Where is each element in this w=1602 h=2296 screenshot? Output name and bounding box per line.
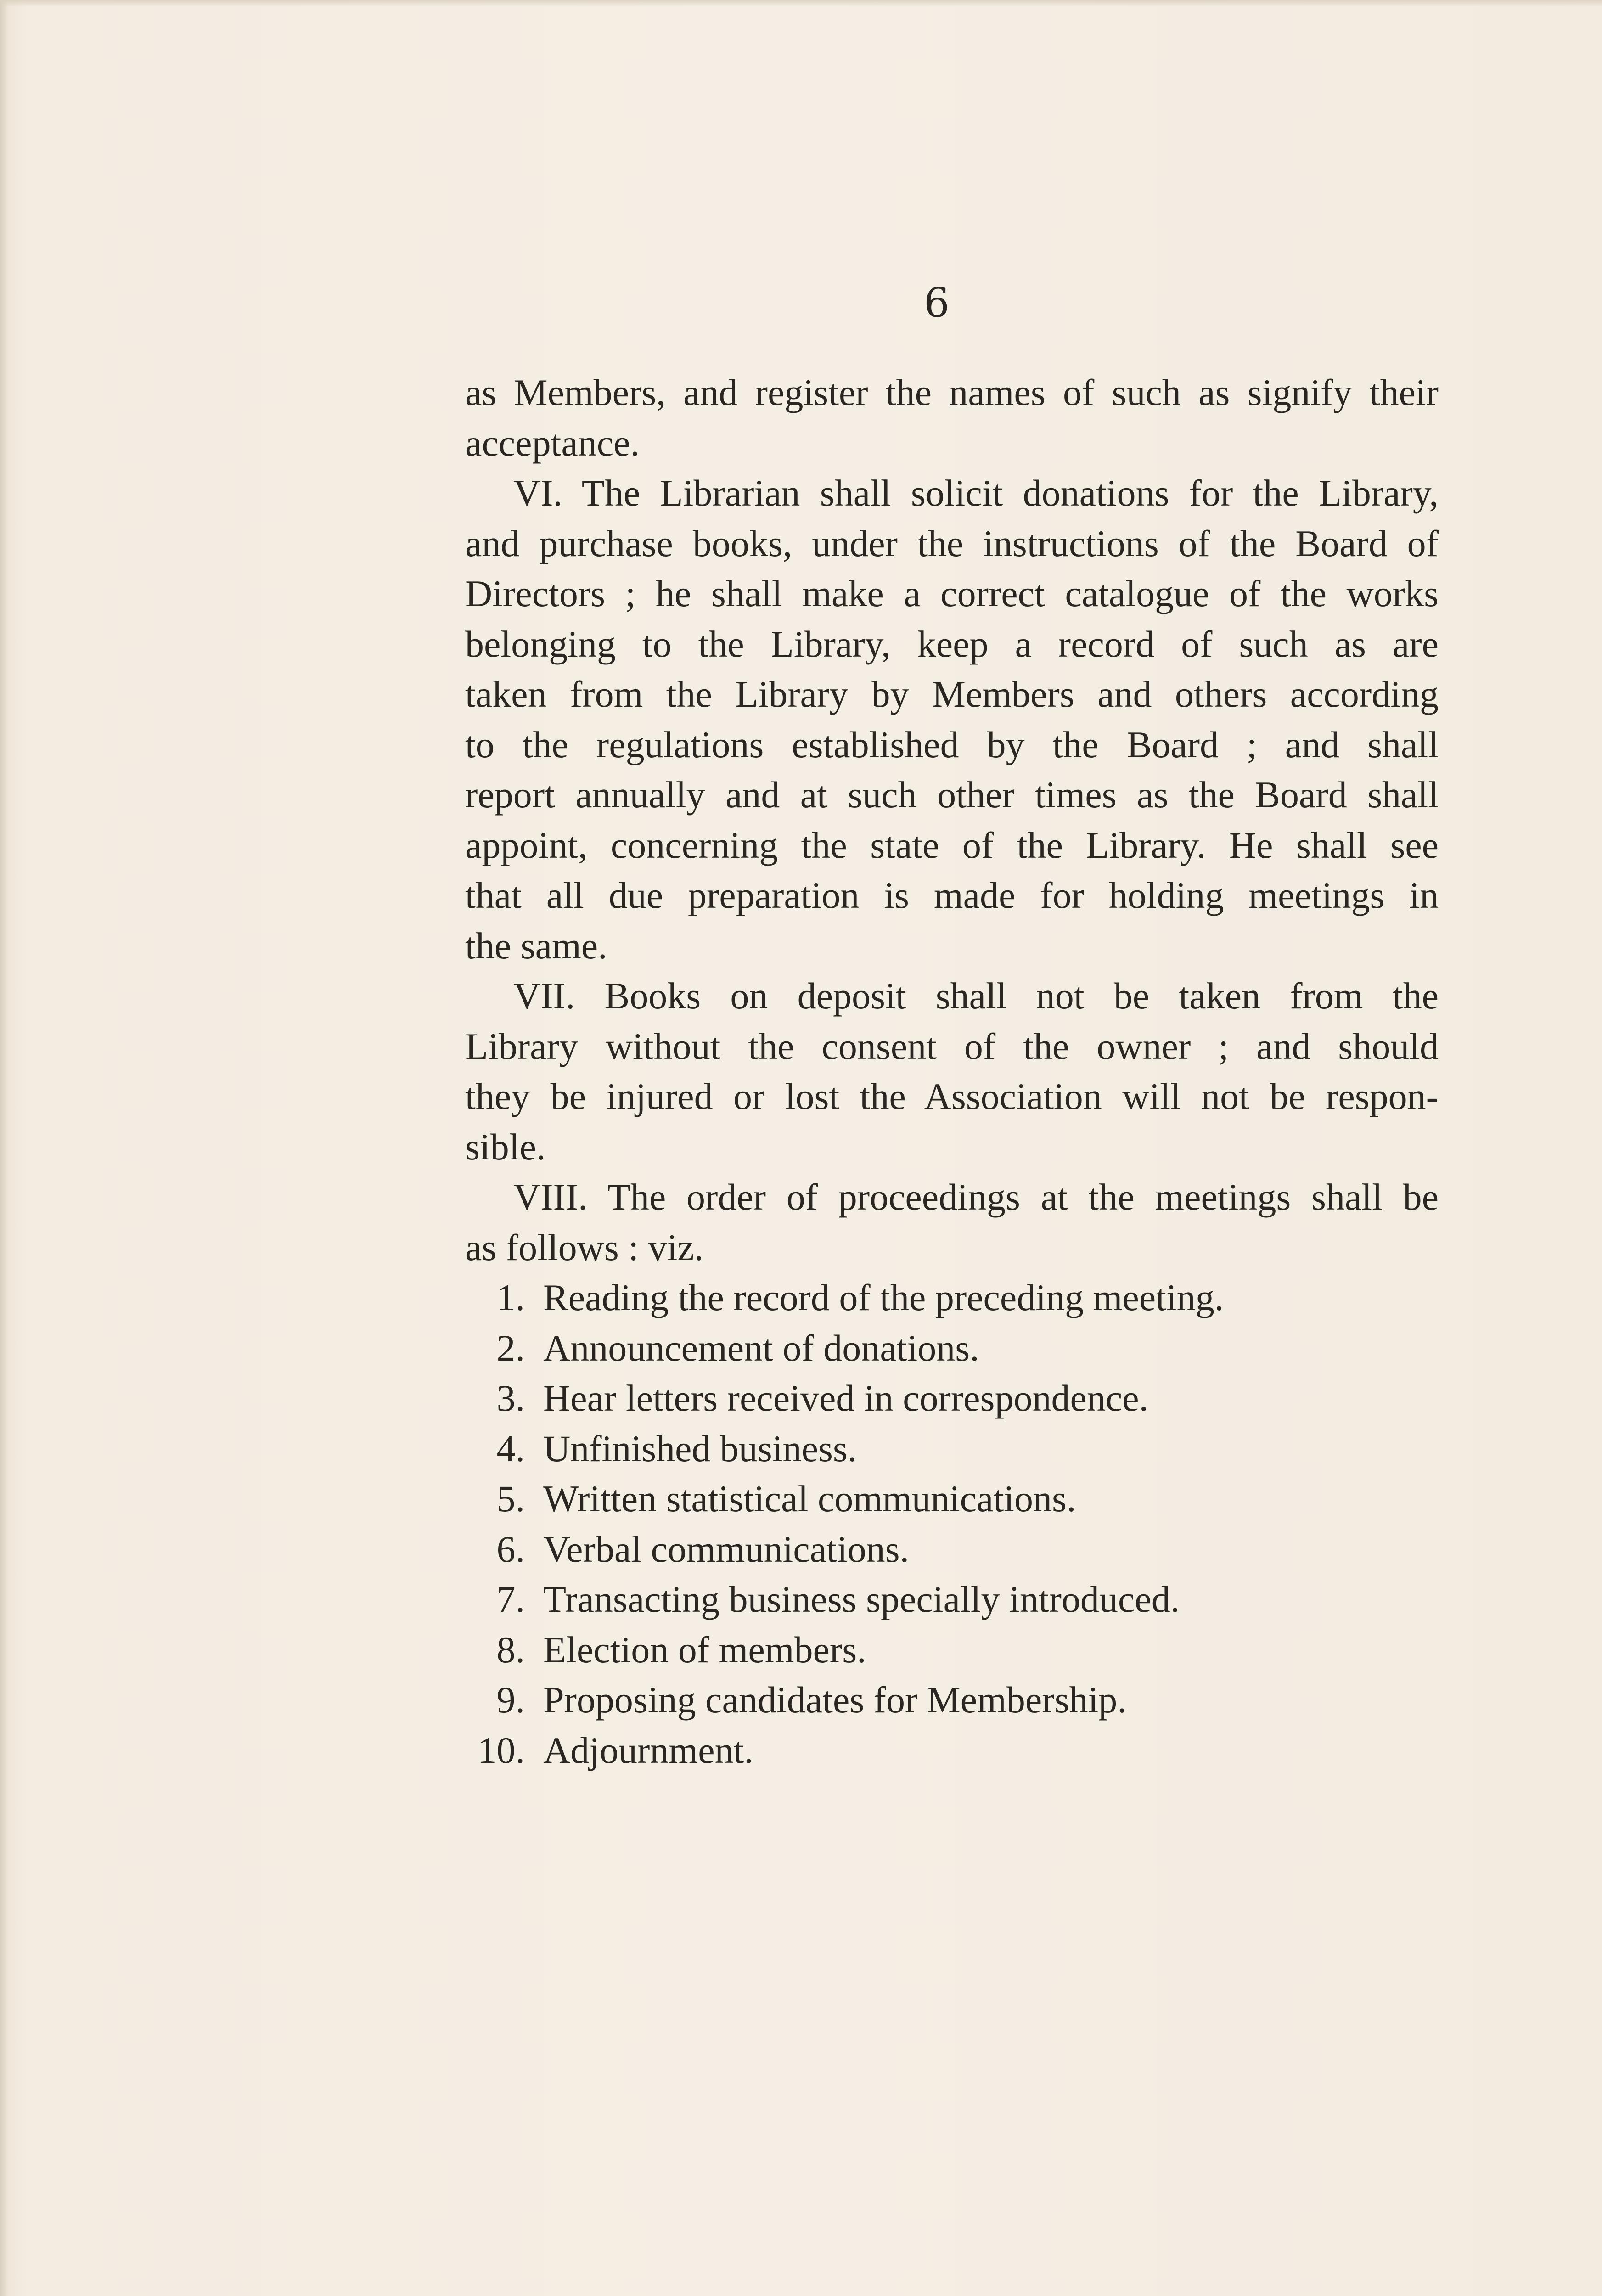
paragraph-continuation bbox=[465, 367, 1439, 468]
list-item bbox=[465, 1574, 1439, 1625]
list-item bbox=[465, 1323, 1439, 1373]
list-item-number: 9. bbox=[496, 1679, 525, 1721]
list-item-text: Unfinished business. bbox=[543, 1427, 857, 1469]
text-line: they be injured or lost the Association will not be respon- bbox=[465, 1075, 1439, 1117]
list-item-text: Written statistical communications. bbox=[543, 1478, 1076, 1519]
order-of-proceedings-list bbox=[465, 1272, 1439, 1775]
paragraph-article-viii bbox=[465, 1172, 1439, 1272]
list-item-number: 8. bbox=[496, 1628, 525, 1671]
list-item-number: 2. bbox=[496, 1327, 525, 1369]
text-line: as follows : viz. bbox=[465, 1226, 704, 1268]
paragraph-article-vii bbox=[465, 971, 1439, 1172]
text-line: VIII. The order of proceedings at the meetings shall be bbox=[513, 1176, 1439, 1218]
text-line: report annually and at such other times as the Board shall bbox=[465, 774, 1439, 816]
page-left-edge bbox=[0, 0, 8, 2296]
list-item bbox=[465, 1272, 1439, 1323]
list-item-text: Reading the record of the preceding meeting. bbox=[543, 1277, 1224, 1318]
text-line: acceptance. bbox=[465, 422, 640, 464]
list-item-number: 6. bbox=[496, 1528, 525, 1570]
list-item-text: Announcement of donations. bbox=[543, 1327, 979, 1369]
text-line: belonging to the Library, keep a record of such as are bbox=[465, 623, 1439, 665]
body-text bbox=[465, 367, 1439, 1775]
list-item bbox=[465, 1725, 1439, 1776]
text-line: appoint, concerning the state of the Library. He shall see bbox=[465, 824, 1439, 866]
list-item bbox=[465, 1675, 1439, 1725]
text-line: the same. bbox=[465, 924, 607, 967]
list-item bbox=[465, 1625, 1439, 1675]
list-item bbox=[465, 1524, 1439, 1575]
list-item-text: Proposing candidates for Membership. bbox=[543, 1679, 1127, 1721]
text-line: that all due preparation is made for holding meetings in bbox=[465, 874, 1439, 916]
page-top-edge bbox=[0, 0, 1602, 6]
text-line: sible. bbox=[465, 1125, 546, 1168]
list-item-number: 5. bbox=[496, 1478, 525, 1519]
list-item-text: Hear letters received in correspondence. bbox=[543, 1377, 1149, 1419]
list-item bbox=[465, 1373, 1439, 1424]
text-line: as Members, and register the names of such as signify their bbox=[465, 371, 1439, 413]
page-number: 6 bbox=[924, 279, 950, 326]
list-item bbox=[465, 1474, 1439, 1524]
text-line: taken from the Library by Members and others according bbox=[465, 673, 1439, 715]
text-line: VII. Books on deposit shall not be taken from the bbox=[513, 975, 1439, 1017]
paragraph-article-vi bbox=[465, 468, 1439, 971]
list-item-text: Verbal communications. bbox=[543, 1528, 910, 1570]
list-item-text: Election of members. bbox=[543, 1628, 866, 1671]
text-line: to the regulations established by the Board ; and shall bbox=[465, 723, 1439, 765]
list-item-text: Adjournment. bbox=[543, 1729, 753, 1771]
list-item-number: 1. bbox=[496, 1277, 525, 1318]
text-line: Directors ; he shall make a correct catalogue of the works bbox=[465, 573, 1439, 614]
list-item-text: Transacting business specially introduced. bbox=[543, 1578, 1180, 1620]
list-item-number: 3. bbox=[496, 1377, 525, 1419]
list-item-number: 10. bbox=[478, 1729, 525, 1771]
text-line: and purchase books, under the instructions of the Board of bbox=[465, 522, 1439, 564]
list-item-number: 4. bbox=[496, 1427, 525, 1469]
text-line: VI. The Librarian shall solicit donations for the Library, bbox=[513, 472, 1439, 514]
list-item bbox=[465, 1424, 1439, 1474]
text-line: Library without the consent of the owner ; and should bbox=[465, 1025, 1439, 1067]
list-item-number: 7. bbox=[496, 1578, 525, 1620]
